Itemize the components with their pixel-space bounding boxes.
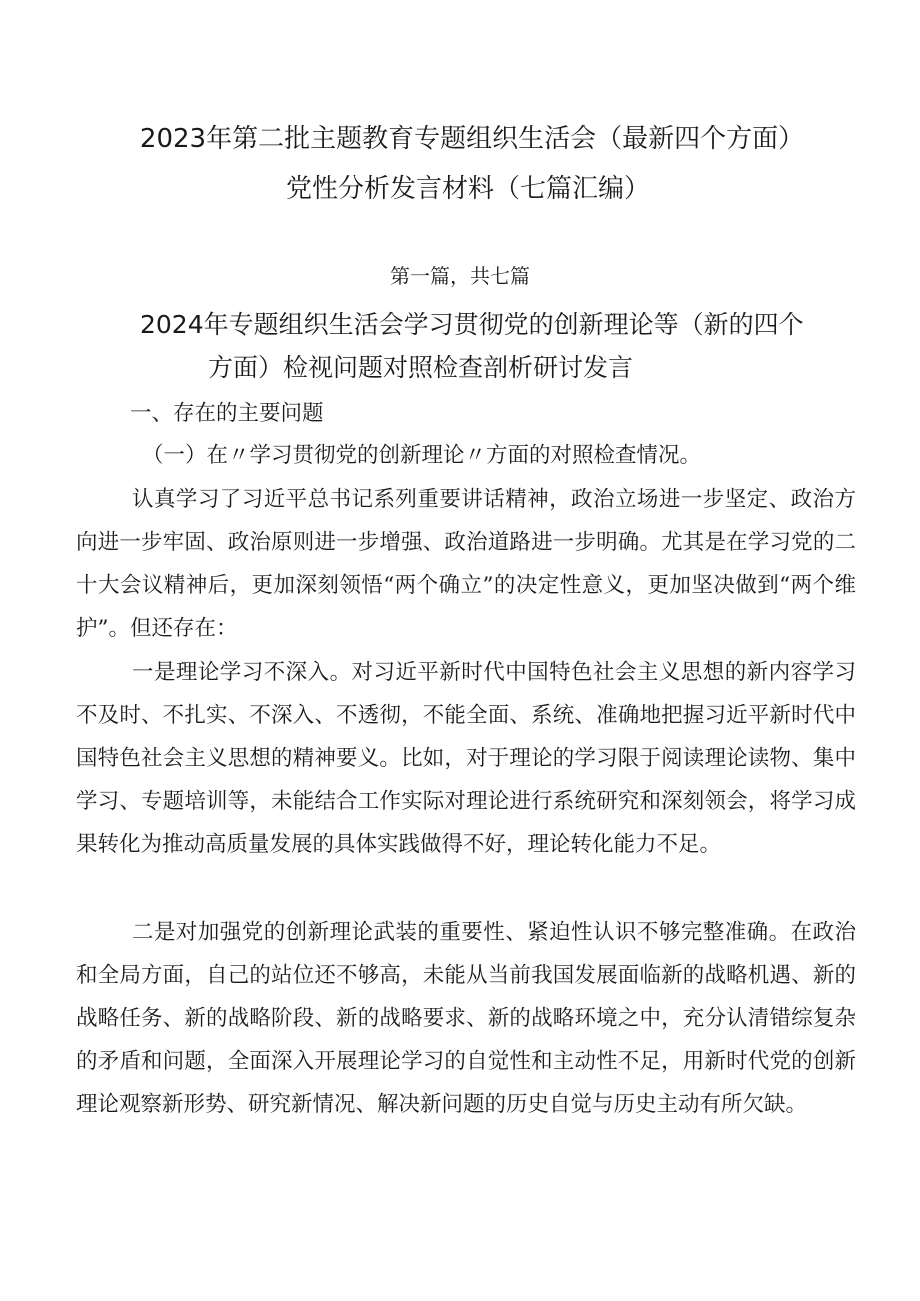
paragraph-2: 一是理论学习不深入。对习近平新时代中国特色社会主义思想的新内容学习不及时、不扎实、不深入、不透彻，不能全面、系统、准确地把握习近平新时代中国特色社会主义思想的精神要义。比如，对于理论的学习限于阅读理论读物、集中学习、专题培训等，未能结合工作实际对理论进行系统研究和深刻领会，将学习成果转化为推动高质量发展的具体实践做得不好，理论转化能力不足。: [76, 660, 856, 857]
subsection-heading: （一）在〃学习贯彻党的创新理论〃方面的对照检查情况。: [142, 443, 702, 468]
paragraph-3: 二是对加强党的创新理论武装的重要性、紧迫性认识不够完整准确。在政治和全局方面，自己的站位还不够高，未能从当前我国发展面临新的战略机遇、新的战略任务、新的战略阶段、新的战略要求、新的战略环境之中，充分认清错综复杂的矛盾和问题，全面深入开展理论学习的自觉性和主动性不足，用新时代党的创新理论观察新形势、研究新情况、解决新问题的历史自觉与历史主动有所欠缺。: [76, 920, 856, 1117]
part-label: 第一篇，共七篇: [390, 264, 530, 288]
article-title-line-2: 方面）检视问题对照检查剖析研讨发言: [208, 353, 634, 382]
article-title-line-1: 2024年专题组织生活会学习贯彻党的创新理论等（新的四个: [140, 310, 804, 339]
document-title-line-1: 2023年第二批主题教育专题组织生活会（最新四个方面）: [139, 124, 805, 154]
document-title-line-2: 党性分析发言材料（七篇汇编）: [285, 174, 650, 204]
paragraph-1: 认真学习了习近平总书记系列重要讲话精神，政治立场进一步坚定、政治方向进一步牢固、政治原则进一步增强、政治道路进一步明确。尤其是在学习党的二十大会议精神后，更加深刻领悟“两个确立”的决定性意义，更加坚决做到“两个维护”。但还存在：: [76, 487, 856, 641]
section-heading: 一、存在的主要问题: [130, 401, 324, 426]
